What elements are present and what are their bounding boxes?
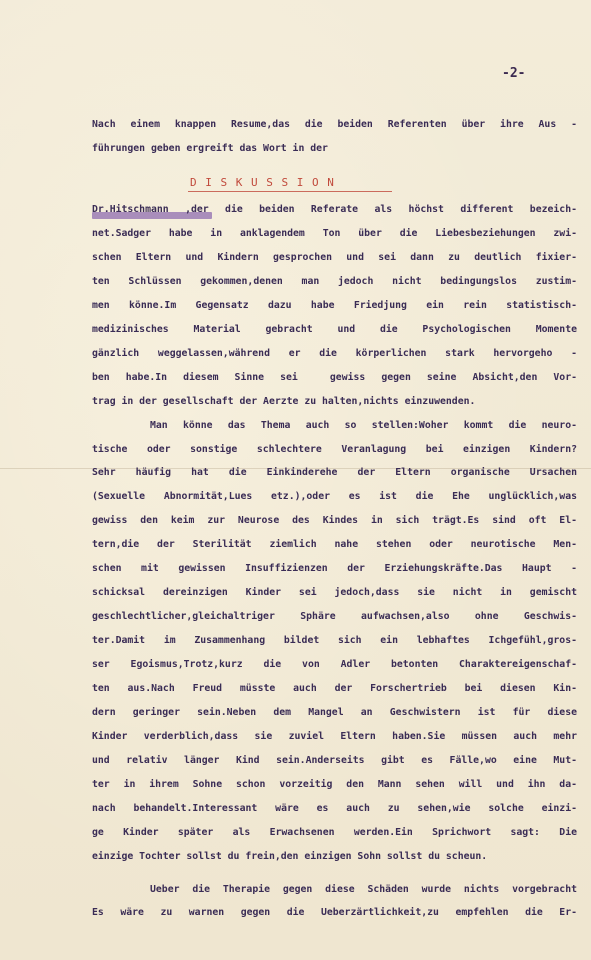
discussion-heading: D I S K U S S I O N xyxy=(190,176,335,189)
text-line: dern geringer sein.Neben dem Mangel an Geschwistern ist für diese xyxy=(92,707,577,718)
text-line: Nach einem knappen Resume,das die beiden Referenten über ihre Aus - xyxy=(92,119,577,130)
text-line: nach behandelt.Interessant wäre es auch zu sehen,wie solche einzi- xyxy=(92,803,577,814)
text-line: Sehr häufig hat die Einkinderehe der Eltern organische Ursachen xyxy=(92,467,577,478)
text-line: trag in der gesellschaft der Aerzte zu halten,nichts einzuwenden. xyxy=(92,396,476,407)
text-line: und relativ länger Kind sein.Anderseits gibt es Fälle,wo eine Mut- xyxy=(92,755,577,766)
page-number: -2- xyxy=(502,66,526,81)
text-line: schicksal dereinzigen Kinder sei jedoch,dass sie nicht in gemischt xyxy=(92,587,577,598)
text-line: net.Sadger habe in anklagendem Ton über die Liebesbeziehungen zwi- xyxy=(92,228,577,239)
text-line: gänzlich weggelassen,während er die körperlichen stark hervorgeho - xyxy=(92,348,577,359)
text-line: ben habe.In diesem Sinne sei gewiss gegen seine Absicht,den Vor- xyxy=(92,372,577,383)
text-line: medizinisches Material gebracht und die Psychologischen Momente xyxy=(92,324,577,335)
text-line: schen mit gewissen Insuffizienzen der Erziehungskräfte.Das Haupt - xyxy=(92,563,577,574)
text-line: gewiss den keim zur Neurose des Kindes in sich trägt.Es sind oft El- xyxy=(92,515,577,526)
text-line: ter.Damit im Zusammenhang bildet sich ein lebhaftes Ichgefühl,gros- xyxy=(92,635,577,646)
text-line: Man könne das Thema auch so stellen:Woher kommt die neuro- xyxy=(150,420,577,431)
text-line: Dr.Hitschmann ,der die beiden Referate als höchst different bezeich- xyxy=(92,204,577,215)
text-line: ser Egoismus,Trotz,kurz die von Adler betonten Charaktereigenschaf- xyxy=(92,659,577,670)
text-line: tische oder sonstige schlechtere Veranlagung bei einzigen Kindern? xyxy=(92,444,577,455)
text-line: men könne.Im Gegensatz dazu habe Friedjung ein rein statistisch- xyxy=(92,300,577,311)
text-line: Kinder verderblich,dass sie zuviel Eltern haben.Sie müssen auch mehr xyxy=(92,731,577,742)
text-line: Ueber die Therapie gegen diese Schäden wurde nichts vorgebracht xyxy=(150,884,577,895)
text-line: ter in ihrem Sohne schon vorzeitig den Mann sehen will und ihn da- xyxy=(92,779,577,790)
heading-underline xyxy=(188,191,392,192)
text-line: tern,die der Sterilität ziemlich nahe stehen oder neurotische Men- xyxy=(92,539,577,550)
text-line: geschlechtlicher,gleichaltriger Sphäre aufwachsen,also ohne Geschwis- xyxy=(92,611,577,622)
text-line: führungen geben ergreift das Wort in der xyxy=(92,143,328,154)
text-line: ten aus.Nach Freud müsste auch der Forschertrieb bei diesen Kin- xyxy=(92,683,577,694)
text-line: Es wäre zu warnen gegen die Ueberzärtlichkeit,zu empfehlen die Er- xyxy=(92,907,577,918)
text-line: (Sexuelle Abnormität,Lues etz.),oder es ist die Ehe unglücklich,was xyxy=(92,491,577,502)
text-line: ge Kinder später als Erwachsenen werden.Ein Sprichwort sagt: Die xyxy=(92,827,577,838)
text-line: ten Schlüssen gekommen,denen man jedoch nicht bedingungslos zustim- xyxy=(92,276,577,287)
text-line: einzige Tochter sollst du frein,den einzigen Sohn sollst du scheun. xyxy=(92,851,488,862)
text-line: schen Eltern und Kindern gesprochen und sei dann zu deutlich fixier- xyxy=(92,252,577,263)
